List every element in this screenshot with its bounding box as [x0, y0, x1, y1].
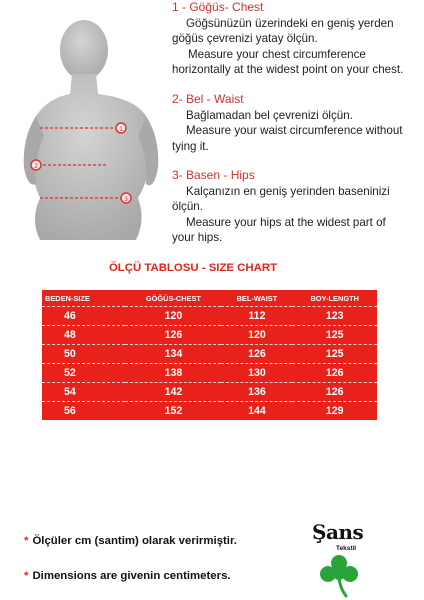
waist-en-line-1: Measure your waist circumference without	[186, 124, 403, 137]
cell-chest: 134	[125, 345, 221, 364]
size-chart-header-row	[42, 290, 377, 307]
cell-size: 50	[42, 345, 125, 364]
table-row	[42, 402, 377, 421]
body-figure-graphic	[14, 8, 164, 243]
waist-tr-line-1: Bağlamadan bel çevrenizi ölçün.	[186, 108, 353, 122]
chest-section	[172, 0, 418, 78]
cell-waist: 120	[221, 326, 292, 345]
chest-tr-line-1: Göğsünüzün üzerindeki en geniş yerden	[186, 16, 394, 30]
hips-tr-line-1: Kalçanızın en geniş yerinden baseninizi	[186, 184, 390, 198]
note-english-text: Dimensions are givenin centimeters.	[32, 570, 231, 582]
chest-en-line-2: horizontally at the widest point on your chest.	[172, 63, 404, 76]
asterisk-icon: *	[24, 535, 29, 547]
cell-waist: 126	[221, 345, 292, 364]
cell-size: 48	[42, 326, 125, 345]
size-chart-title-wrap	[0, 262, 424, 274]
header-length: BOY-LENGTH	[310, 293, 359, 303]
table-row	[42, 326, 377, 345]
cell-chest: 142	[125, 383, 221, 402]
size-chart-table	[42, 290, 377, 420]
hips-section	[172, 168, 418, 246]
note-turkish	[24, 535, 237, 547]
cell-length: 125	[292, 345, 377, 364]
cell-size: 46	[42, 307, 125, 326]
chest-heading: 1 - Göğüs- Chest	[172, 0, 264, 14]
marker-hips	[121, 193, 131, 203]
cell-size: 54	[42, 383, 125, 402]
table-row	[42, 345, 377, 364]
cell-size: 56	[42, 402, 125, 421]
header-waist: BEL-WAIST	[236, 293, 278, 303]
size-chart-title: ÖLÇÜ TABLOSU - SIZE CHART	[108, 262, 278, 274]
hips-tr-line-2: ölçün.	[172, 200, 203, 213]
cell-length: 125	[292, 326, 377, 345]
waist-heading: 2- Bel - Waist	[172, 92, 244, 106]
waist-en-line-2: tying it.	[172, 139, 209, 153]
waist-section	[172, 92, 418, 154]
table-row	[42, 307, 377, 326]
note-turkish-text: Ölçüler cm (santim) olarak verirmiştir.	[32, 535, 237, 547]
cell-waist: 144	[221, 402, 292, 421]
asterisk-icon: *	[24, 570, 29, 582]
note-english	[24, 570, 231, 582]
cell-chest: 138	[125, 364, 221, 383]
cell-waist: 130	[221, 364, 292, 383]
hips-en-line-1: Measure your hips at the widest part of	[186, 215, 386, 229]
cell-length: 126	[292, 364, 377, 383]
brand-logo	[308, 520, 378, 600]
header-size: BEDEN-SIZE	[45, 293, 90, 303]
cell-length: 129	[292, 402, 377, 421]
brand-name: Şans	[312, 520, 364, 544]
cell-waist: 112	[221, 307, 292, 326]
hips-en-line-2: your hips.	[172, 231, 223, 244]
marker-1-label: 1	[119, 126, 123, 133]
cell-length: 123	[292, 307, 377, 326]
cell-chest: 152	[125, 402, 221, 421]
cell-chest: 126	[125, 326, 221, 345]
table-row	[42, 383, 377, 402]
chest-tr-line-2: göğüs çevrenizi yatay ölçün.	[172, 32, 318, 45]
cell-length: 126	[292, 383, 377, 402]
cell-waist: 136	[221, 383, 292, 402]
clover-icon	[316, 552, 362, 598]
cell-chest: 120	[125, 307, 221, 326]
chest-en-line-1: Measure your chest circumference	[188, 47, 366, 61]
cell-size: 52	[42, 364, 125, 383]
marker-3-label: 3	[124, 196, 128, 203]
table-row	[42, 364, 377, 383]
brand-subtitle: Tekstil	[336, 545, 357, 552]
marker-2-label: 2	[34, 163, 38, 170]
marker-chest	[116, 123, 126, 133]
marker-waist	[31, 160, 41, 170]
header-chest: GÖĞÜS-CHEST	[145, 293, 201, 303]
body-silhouette	[14, 8, 164, 243]
hips-heading: 3- Basen - Hips	[172, 168, 255, 182]
